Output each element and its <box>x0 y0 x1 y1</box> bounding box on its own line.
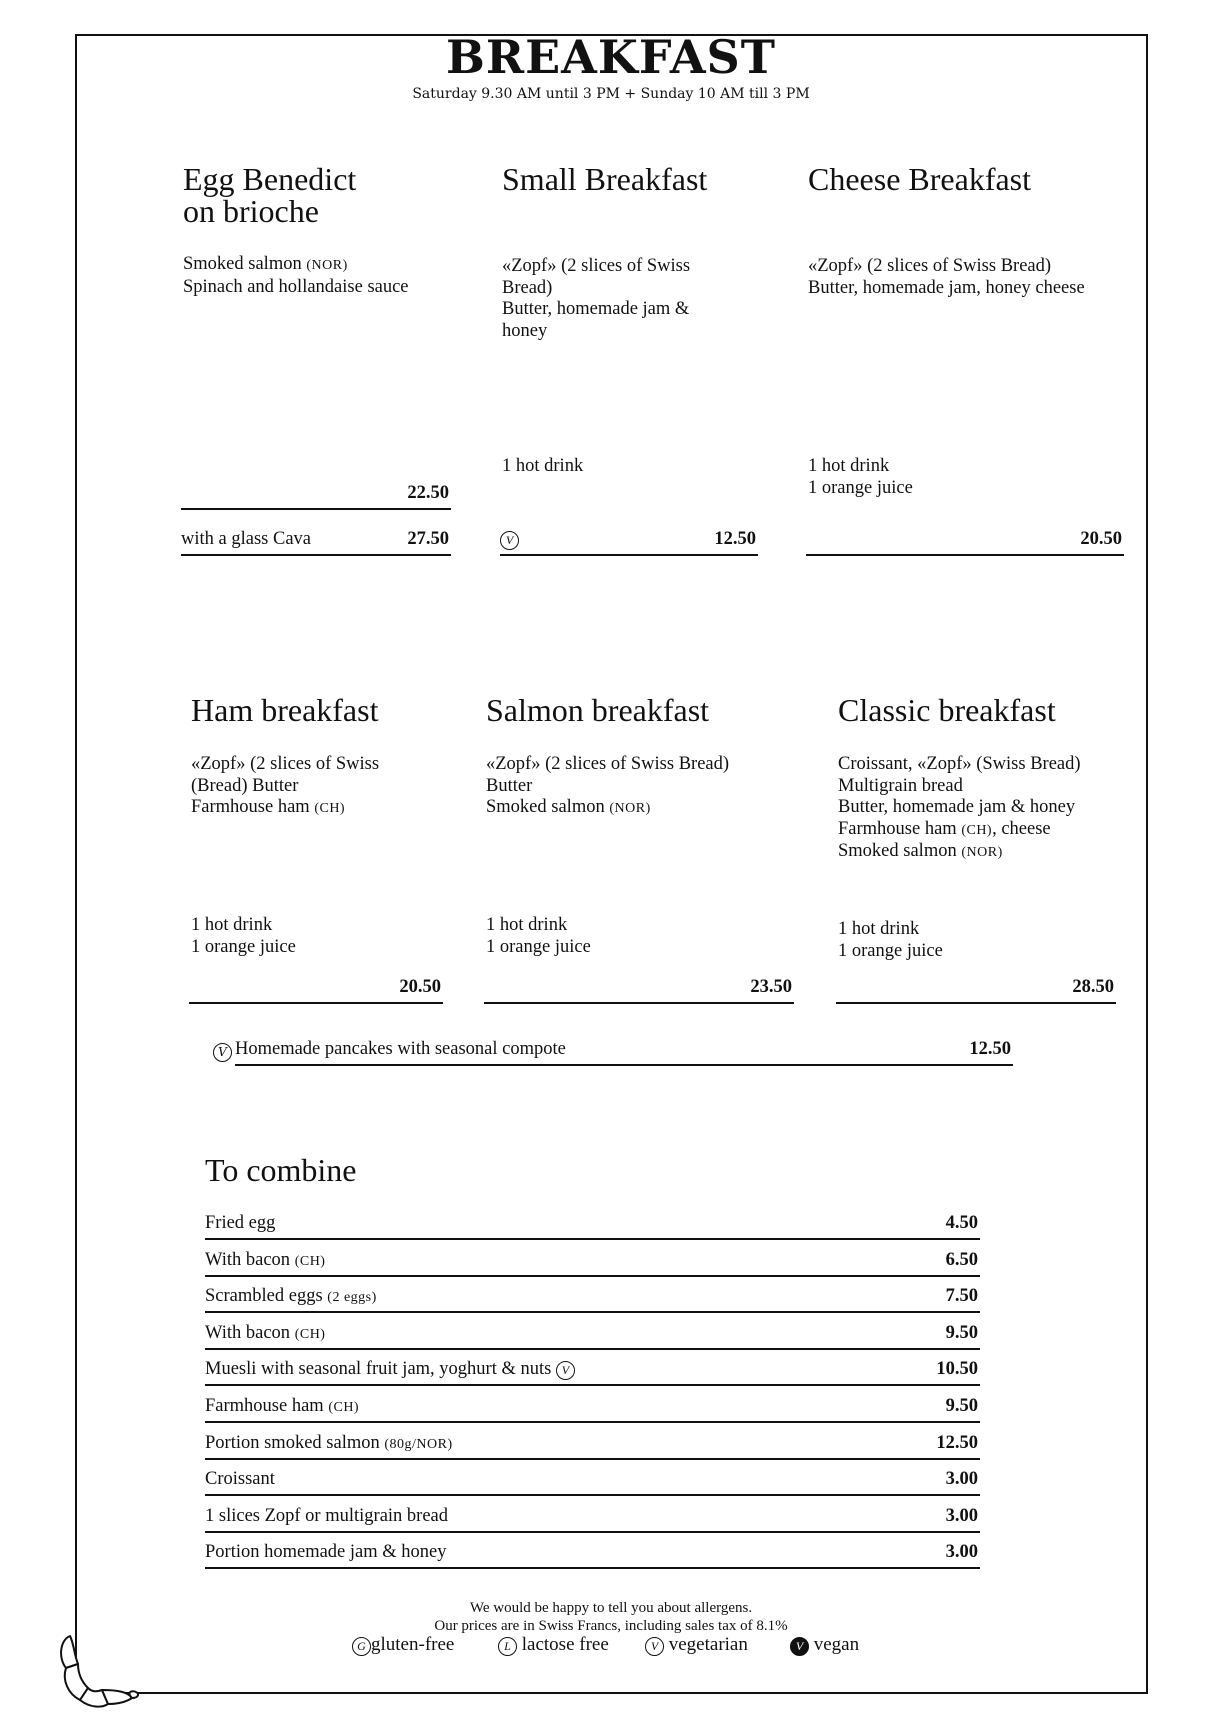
card-small-breakfast <box>502 163 707 195</box>
combine-row <box>205 1460 980 1496</box>
combine-row <box>205 1497 980 1533</box>
card-includes: 1 hot drink 1 orange juice <box>838 919 943 961</box>
card-title: Egg Benedict on brioche <box>183 161 357 229</box>
opening-hours: Saturday 9.30 AM until 3 PM + Sunday 10 AM till 3 PM <box>412 86 810 102</box>
legend-gluten-free: G gluten-free <box>352 1634 454 1656</box>
item-price: 4.50 <box>945 1213 978 1233</box>
pancakes-row: Homemade pancakes with seasonal compote 12.50 <box>235 1036 1013 1066</box>
item-label: With bacon <box>205 1249 291 1270</box>
card-includes: 1 hot drink 1 orange juice <box>808 456 913 498</box>
card-description: «Zopf» (2 slices of Swiss Bread) Butter, homemade jam, honey cheese <box>808 256 1085 298</box>
price-row: 20.50 <box>806 526 1124 556</box>
item-tag: (80g/NOR) <box>384 1436 453 1452</box>
item-tag: (CH) <box>294 1326 326 1342</box>
lactose-free-icon: L <box>498 1637 517 1656</box>
item-price: 6.50 <box>945 1249 978 1270</box>
item-label: 1 slices Zopf or multigrain bread <box>205 1505 449 1526</box>
card-title: Salmon breakfast <box>486 692 710 728</box>
item-tag: (2 eggs) <box>327 1290 377 1306</box>
card-cheese-breakfast <box>808 163 1031 195</box>
price-row: 28.50 <box>836 976 1116 1004</box>
card-title: Cheese Breakfast <box>808 161 1032 197</box>
legend-vegetarian: V vegetarian <box>645 1634 748 1656</box>
item-tag: (CH) <box>328 1400 360 1415</box>
vegetarian-icon: V <box>645 1637 664 1656</box>
item-label: Fried egg <box>205 1213 276 1233</box>
legend-lactose-free: L lactose free <box>498 1634 609 1656</box>
card-title: Ham breakfast <box>191 692 379 728</box>
item-label: Scrambled eggs <box>205 1286 323 1307</box>
price-row: 22.50 <box>181 486 451 510</box>
card-ham-breakfast <box>191 694 378 726</box>
card-description: Smoked salmon (NOR) Spinach and hollandaise sauce <box>183 254 409 297</box>
price-row-cava: with a glass Cava 27.50 <box>181 526 451 556</box>
card-includes: 1 hot drink 1 orange juice <box>191 915 296 957</box>
card-egg-benedict <box>183 163 356 227</box>
combine-row <box>205 1204 980 1240</box>
item-label: Muesli with seasonal fruit jam, yoghurt & nuts <box>205 1359 552 1380</box>
item-label: Portion smoked salmon <box>205 1432 380 1453</box>
item-price: 3.00 <box>945 1505 978 1526</box>
card-classic-breakfast <box>838 694 1056 726</box>
combine-row <box>205 1241 980 1277</box>
price-row: 20.50 <box>189 976 443 1004</box>
card-includes: 1 hot drink 1 orange juice <box>486 915 591 957</box>
vegetarian-icon: V <box>213 1043 232 1062</box>
item-tag: (CH) <box>294 1253 326 1269</box>
combine-row <box>205 1277 980 1313</box>
croissant-icon <box>56 1630 140 1710</box>
card-title: Small Breakfast <box>502 161 708 197</box>
item-price: 12.50 <box>936 1432 978 1453</box>
price-row: V 12.50 <box>500 526 758 556</box>
card-description: «Zopf» (2 slices of Swiss Bread) Butter, homemade jam & honey <box>502 256 691 341</box>
item-label: Croissant <box>205 1469 275 1490</box>
item-label: Portion homemade jam & honey <box>205 1542 447 1563</box>
combine-row <box>205 1533 980 1569</box>
price-note: Our prices are in Swiss Francs, including sales tax of 8.1% <box>434 1618 788 1634</box>
item-price: 10.50 <box>936 1359 978 1380</box>
card-salmon-breakfast <box>486 694 709 726</box>
card-description: Croissant, «Zopf» (Swiss Bread) Multigrain bread Butter, homemade jam & honey Farmhouse ham (CH), cheese Smoked salmon (NOR) <box>838 754 1081 861</box>
item-price: 3.00 <box>945 1469 978 1490</box>
allergen-note: We would be happy to tell you about allergens. <box>469 1600 753 1616</box>
item-label: Farmhouse ham <box>205 1396 324 1416</box>
combine-row <box>205 1424 980 1460</box>
vegetarian-icon: V <box>500 531 519 550</box>
combine-row <box>205 1387 980 1423</box>
page-title: BREAKFAST <box>446 30 776 84</box>
card-includes: 1 hot drink <box>502 456 584 476</box>
combine-row <box>205 1314 980 1350</box>
combine-row <box>205 1350 980 1386</box>
legend-vegan: V vegan <box>790 1634 859 1656</box>
card-title: Classic breakfast <box>838 692 1056 728</box>
card-description: «Zopf» (2 slices of Swiss Bread) Butter Smoked salmon (NOR) <box>486 754 730 817</box>
item-price: 9.50 <box>945 1322 978 1343</box>
item-price: 3.00 <box>945 1542 978 1563</box>
item-label: With bacon <box>205 1322 291 1343</box>
item-price: 9.50 <box>945 1396 978 1416</box>
price-row: 23.50 <box>484 976 794 1004</box>
gluten-free-icon: G <box>352 1637 371 1656</box>
section-title-combine: To combine <box>205 1152 357 1188</box>
card-description: «Zopf» (2 slices of Swiss (Bread) Butter Farmhouse ham (CH) <box>191 754 380 817</box>
vegetarian-icon: V <box>556 1361 575 1380</box>
vegan-icon: V <box>790 1637 809 1656</box>
item-price: 7.50 <box>945 1286 978 1307</box>
